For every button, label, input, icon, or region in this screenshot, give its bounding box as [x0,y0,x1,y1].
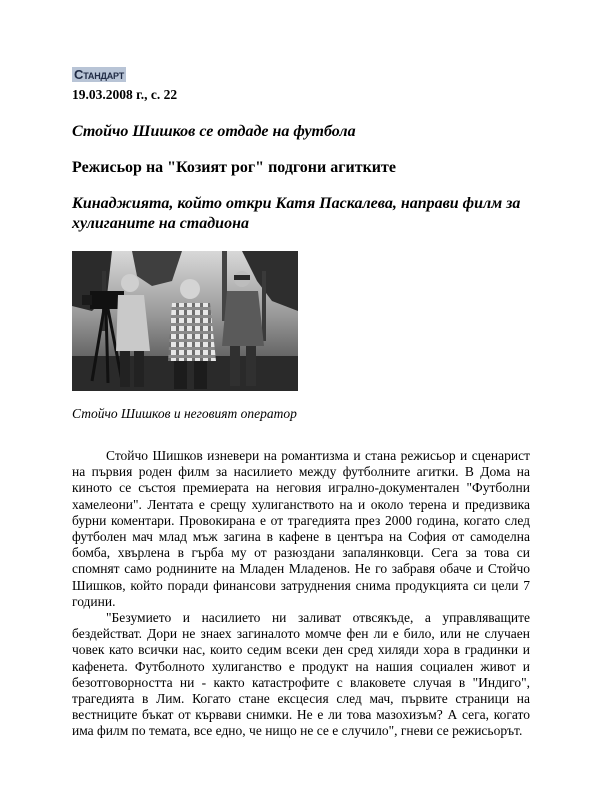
kicker-headline: Стойчо Шишков се отдаде на футбола [72,123,356,140]
article-paragraph: Стойчо Шишков изневери на романтизма и стана режисьор и сценарист на първия роден филм за насилието между футболните агитки. В Дома на киното се състоя премиерата на неговия игрално-документален "Футболни хамелеони". Лентата е срещу хулиганството на и около терена и предизвика бурни коментари. Провокирана е от трагедията през 2000 година, когато след футболен мач млад мъж загина в кафене в центъра на София от самоделна бомба, хвърлена в гърба му от разюздани запалянковци. Сега за това си спомнят само роднините на Младен Младенов. Не го забравя обаче и Стойчо Шишков, който поради финансови затруднения снима продукцията си цели 7 години. [72,448,530,609]
photo-film-crew-icon [72,251,298,391]
article-body [72,448,530,740]
article-paragraph: "Безумието и насилието ни заливат отвсякъде, а управляващите бездействат. Дори не знаех загиналото момче фен ли е било, или не случаен човек като всички нас, които седим всеки ден сред хиляди хора в градинки и кафенета. Футболното хулиганство е продукт на нашия социален живот и безотговорността ни - както катастрофите с влаковете случая в "Индиго", трагедията в Лим. Когато стане ексцесия след мач, първите страници на вестниците бъкат от кървави снимки. Не е ли това мазохизъм? А сега, когато има филм по темата, все едно, че нищо не се е случило", гневи се режисьорът. [72,610,530,739]
publication-logo: Стандарт [74,67,125,82]
publication-date-page: 19.03.2008 г., с. 22 [72,87,178,102]
photo-caption: Стойчо Шишков и неговият оператор [72,406,297,421]
document-page [72,66,530,740]
subheadline: Кинаджията, който откри Катя Паскалева, направи филм за хулиганите на стадиона [72,195,521,232]
main-headline: Режисьор на "Козият рог" подгони агитките [72,159,396,176]
